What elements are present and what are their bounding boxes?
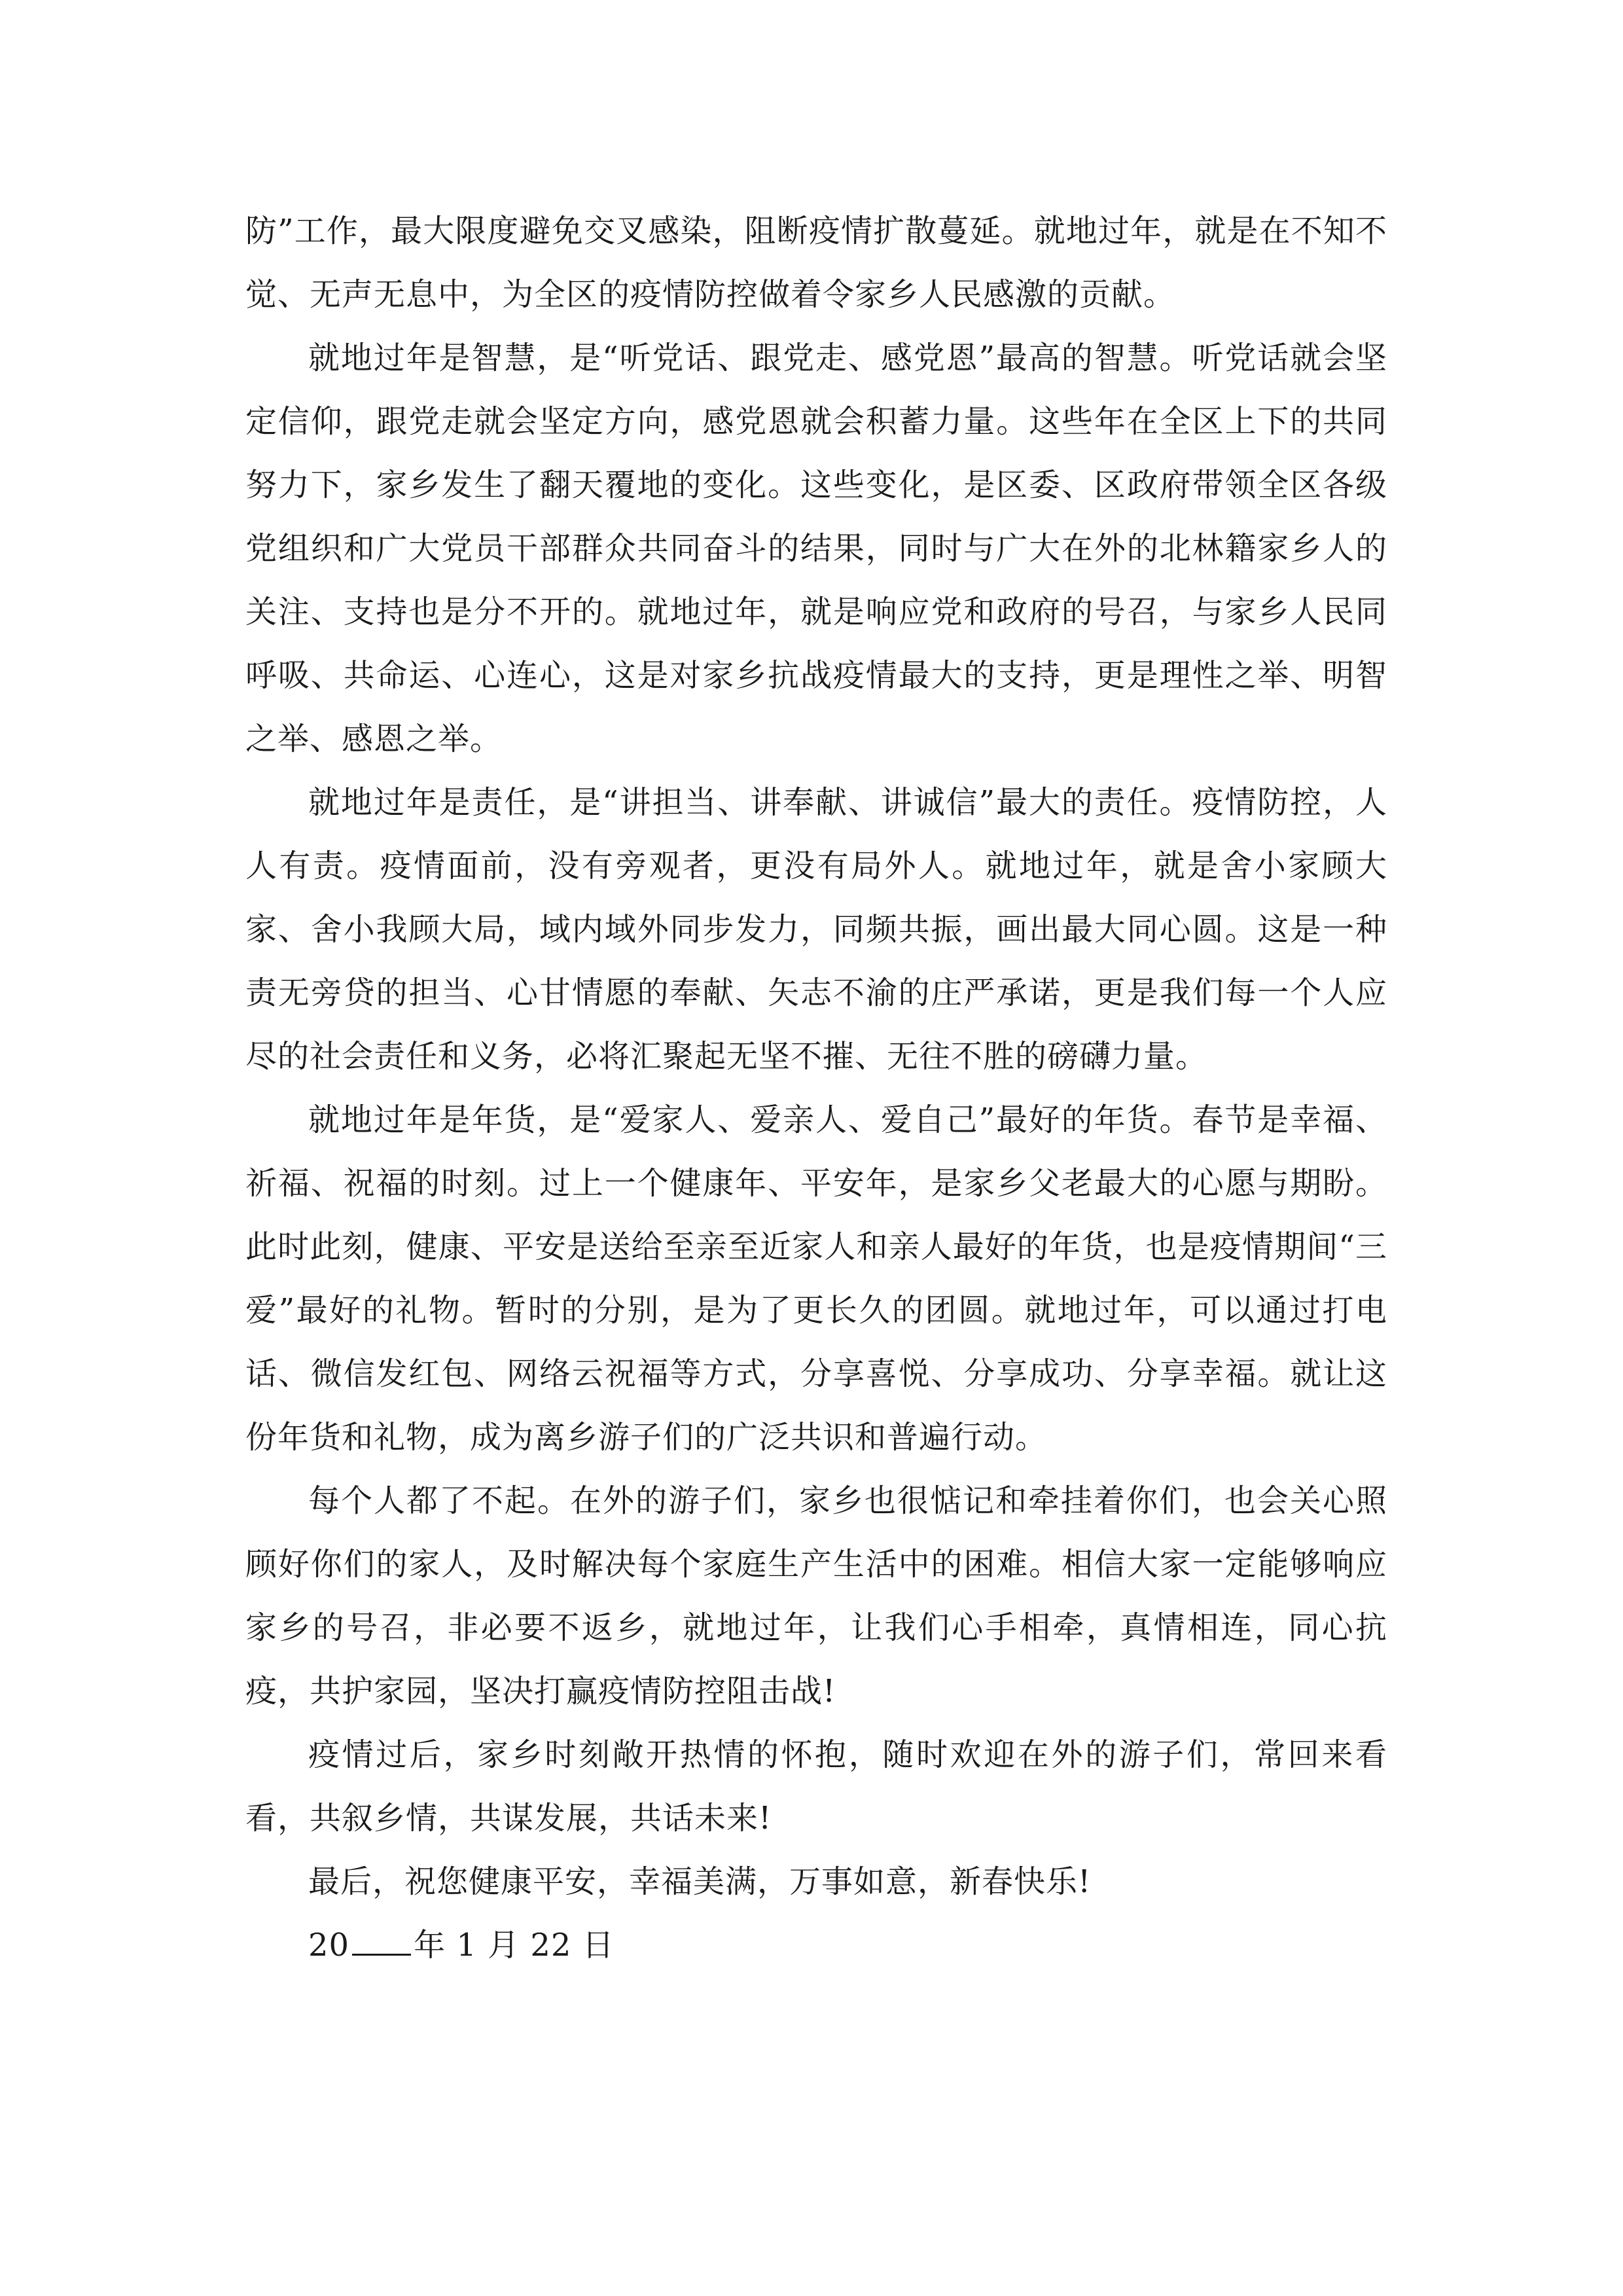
- paragraph-closing-wishes: 最后，祝您健康平安，幸福美满，万事如意，新春快乐!: [308, 1863, 1092, 1900]
- paragraph-after-epidemic: 疫情过后，家乡时刻敞开热情的怀抱，随时欢迎在外的游子们，常回来看看，共叙乡情，共谋发展，共话未来!: [245, 1736, 1387, 1837]
- letter-body: [245, 200, 1387, 1977]
- date-year-prefix: 20: [308, 1927, 350, 1964]
- date-year-blank: [352, 1954, 411, 1956]
- date-rest: 年 1 月 22 日: [414, 1927, 615, 1964]
- paragraph-everyone: 每个人都了不起。在外的游子们，家乡也很惦记和牵挂着你们，也会关心照顾好你们的家人，及时解决每个家庭生产生活中的困难。相信大家一定能够响应家乡的号召，非必要不返乡，就地过年，让我们心手相牵，真情相连，同心抗疫，共护家园，坚决打赢疫情防控阻击战!: [245, 1482, 1387, 1710]
- paragraph-continued-from-previous-page: 防”工作，最大限度避免交叉感染，阻断疫情扩散蔓延。就地过年，就是在不知不觉、无声无息中，为全区的疫情防控做着令家乡人民感激的贡献。: [245, 213, 1387, 313]
- paragraph-responsibility: 就地过年是责任，是“讲担当、讲奉献、讲诚信”最大的责任。疫情防控，人人有责。疫情面前，没有旁观者，更没有局外人。就地过年，就是舍小家顾大家、舍小我顾大局，域内域外同步发力，同频共振，画出最大同心圆。这是一种责无旁贷的担当、心甘情愿的奉献、矢志不渝的庄严承诺，更是我们每一个人应尽的社会责任和义务，必将汇聚起无坚不摧、无往不胜的磅礴力量。: [245, 784, 1387, 1075]
- paragraph-wisdom: 就地过年是智慧，是“听党话、跟党走、感党恩”最高的智慧。听党话就会坚定信仰，跟党走就会坚定方向，感党恩就会积蓄力量。这些年在全区上下的共同努力下，家乡发生了翻天覆地的变化。这些变化，是区委、区政府带领全区各级党组织和广大党员干部群众共同奋斗的结果，同时与广大在外的北林籍家乡人的关注、支持也是分不开的。就地过年，就是响应党和政府的号召，与家乡人民同呼吸、共命运、心连心，这是对家乡抗战疫情最大的支持，更是理性之举、明智之举、感恩之举。: [245, 340, 1387, 757]
- paragraph-new-year-goods: 就地过年是年货，是“爱家人、爱亲人、爱自己”最好的年货。春节是幸福、祈福、祝福的时刻。过上一个健康年、平安年，是家乡父老最大的心愿与期盼。此时此刻，健康、平安是送给至亲至近家人和亲人最好的年货，也是疫情期间“三爱”最好的礼物。暂时的分别，是为了更长久的团圆。就地过年，可以通过打电话、微信发红包、网络云祝福等方式，分享喜悦、分享成功、分享幸福。就让这份年货和礼物，成为离乡游子们的广泛共识和普遍行动。: [245, 1102, 1387, 1456]
- date-line: [245, 1914, 1387, 1977]
